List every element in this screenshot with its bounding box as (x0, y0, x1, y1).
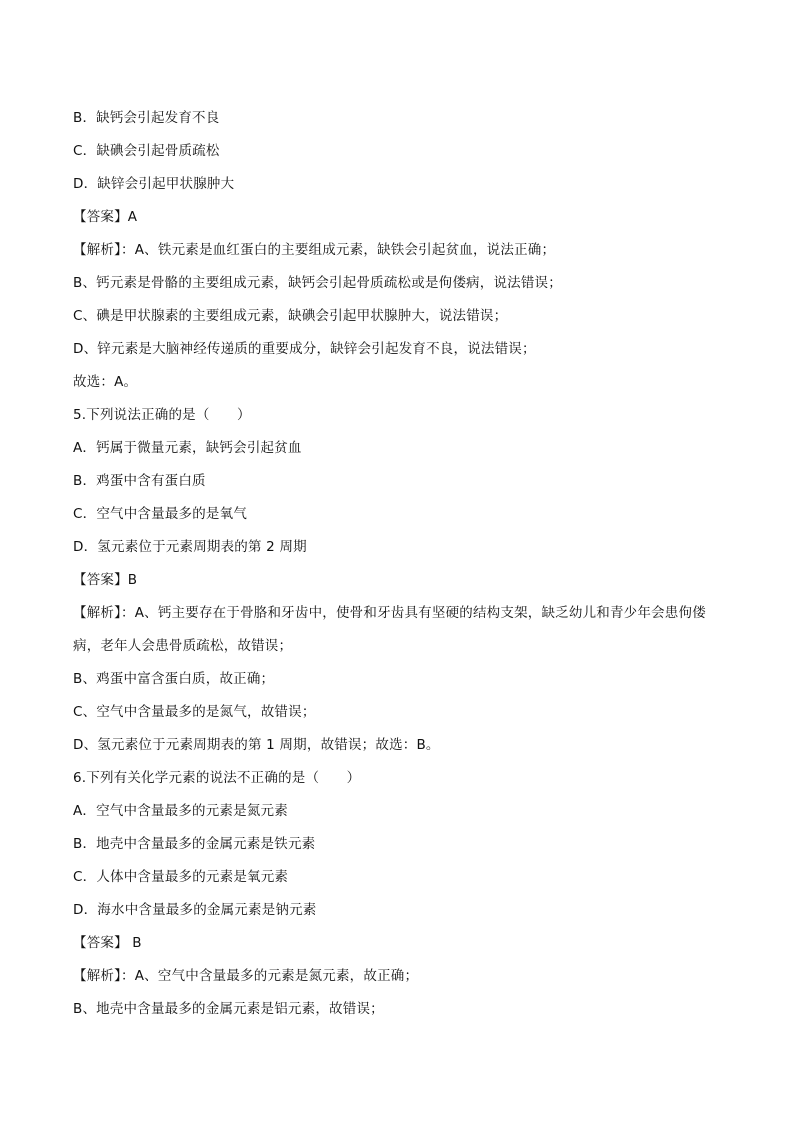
explanation-line: B、地壳中含量最多的金属元素是铝元素，故错误； (73, 1001, 384, 1017)
explanation-line: D、锌元素是大脑神经传递质的重要成分，缺锌会引起发育不良，说法错误； (73, 341, 536, 357)
explanation-line: 病，老年人会患骨质疏松，故错误； (73, 638, 293, 654)
option-d-line: D．海水中含量最多的金属元素是钠元素 (73, 902, 317, 918)
option-b-line: B．地壳中含量最多的金属元素是铁元素 (73, 836, 316, 852)
document-body (73, 102, 733, 1026)
explanation-line: C、空气中含量最多的是氮气，故错误； (73, 704, 316, 720)
option-b-line: B．缺钙会引起发育不良 (73, 110, 220, 126)
question-6-stem: 6.下列有关化学元素的说法不正确的是（ ） (73, 770, 361, 786)
option-c-line: C．人体中含量最多的元素是氧元素 (73, 869, 289, 885)
answer-line: 【答案】 B (73, 935, 142, 951)
option-a-line: A．钙属于微量元素，缺钙会引起贫血 (73, 440, 302, 456)
explanation-line: 【解析】：A、钙主要存在于骨胳和牙齿中，使骨和牙齿具有坚硬的结构支架，缺乏幼儿和青少年会患佝偻 (73, 605, 706, 621)
answer-line: 【答案】A (73, 209, 138, 225)
explanation-line: D、氢元素位于元素周期表的第 1 周期，故错误；故选：B。 (73, 737, 440, 753)
conclusion-line: 故选：A。 (73, 374, 138, 390)
option-c-line: C．缺碘会引起骨质疏松 (73, 143, 220, 159)
option-d-line: D．氢元素位于元素周期表的第 2 周期 (73, 539, 307, 555)
option-b-line: B．鸡蛋中含有蛋白质 (73, 473, 206, 489)
explanation-line: 【解析】：A、铁元素是血红蛋白的主要组成元素，缺铁会引起贫血，说法正确； (73, 242, 556, 258)
question-5-stem: 5.下列说法正确的是（ ） (73, 407, 251, 423)
explanation-line: 【解析】：A、空气中含量最多的元素是氮元素，故正确； (73, 968, 419, 984)
option-d-line: D．缺锌会引起甲状腺肿大 (73, 176, 235, 192)
explanation-line: B、钙元素是骨骼的主要组成元素，缺钙会引起骨质疏松或是佝偻病，说法错误； (73, 275, 562, 291)
option-a-line: A．空气中含量最多的元素是氮元素 (73, 803, 288, 819)
option-c-line: C．空气中含量最多的是氧气 (73, 506, 248, 522)
explanation-line: B、鸡蛋中富含蛋白质，故正确； (73, 671, 275, 687)
answer-line: 【答案】B (73, 572, 138, 588)
explanation-line: C、碘是甲状腺素的主要组成元素，缺碘会引起甲状腺肿大，说法错误； (73, 308, 508, 324)
